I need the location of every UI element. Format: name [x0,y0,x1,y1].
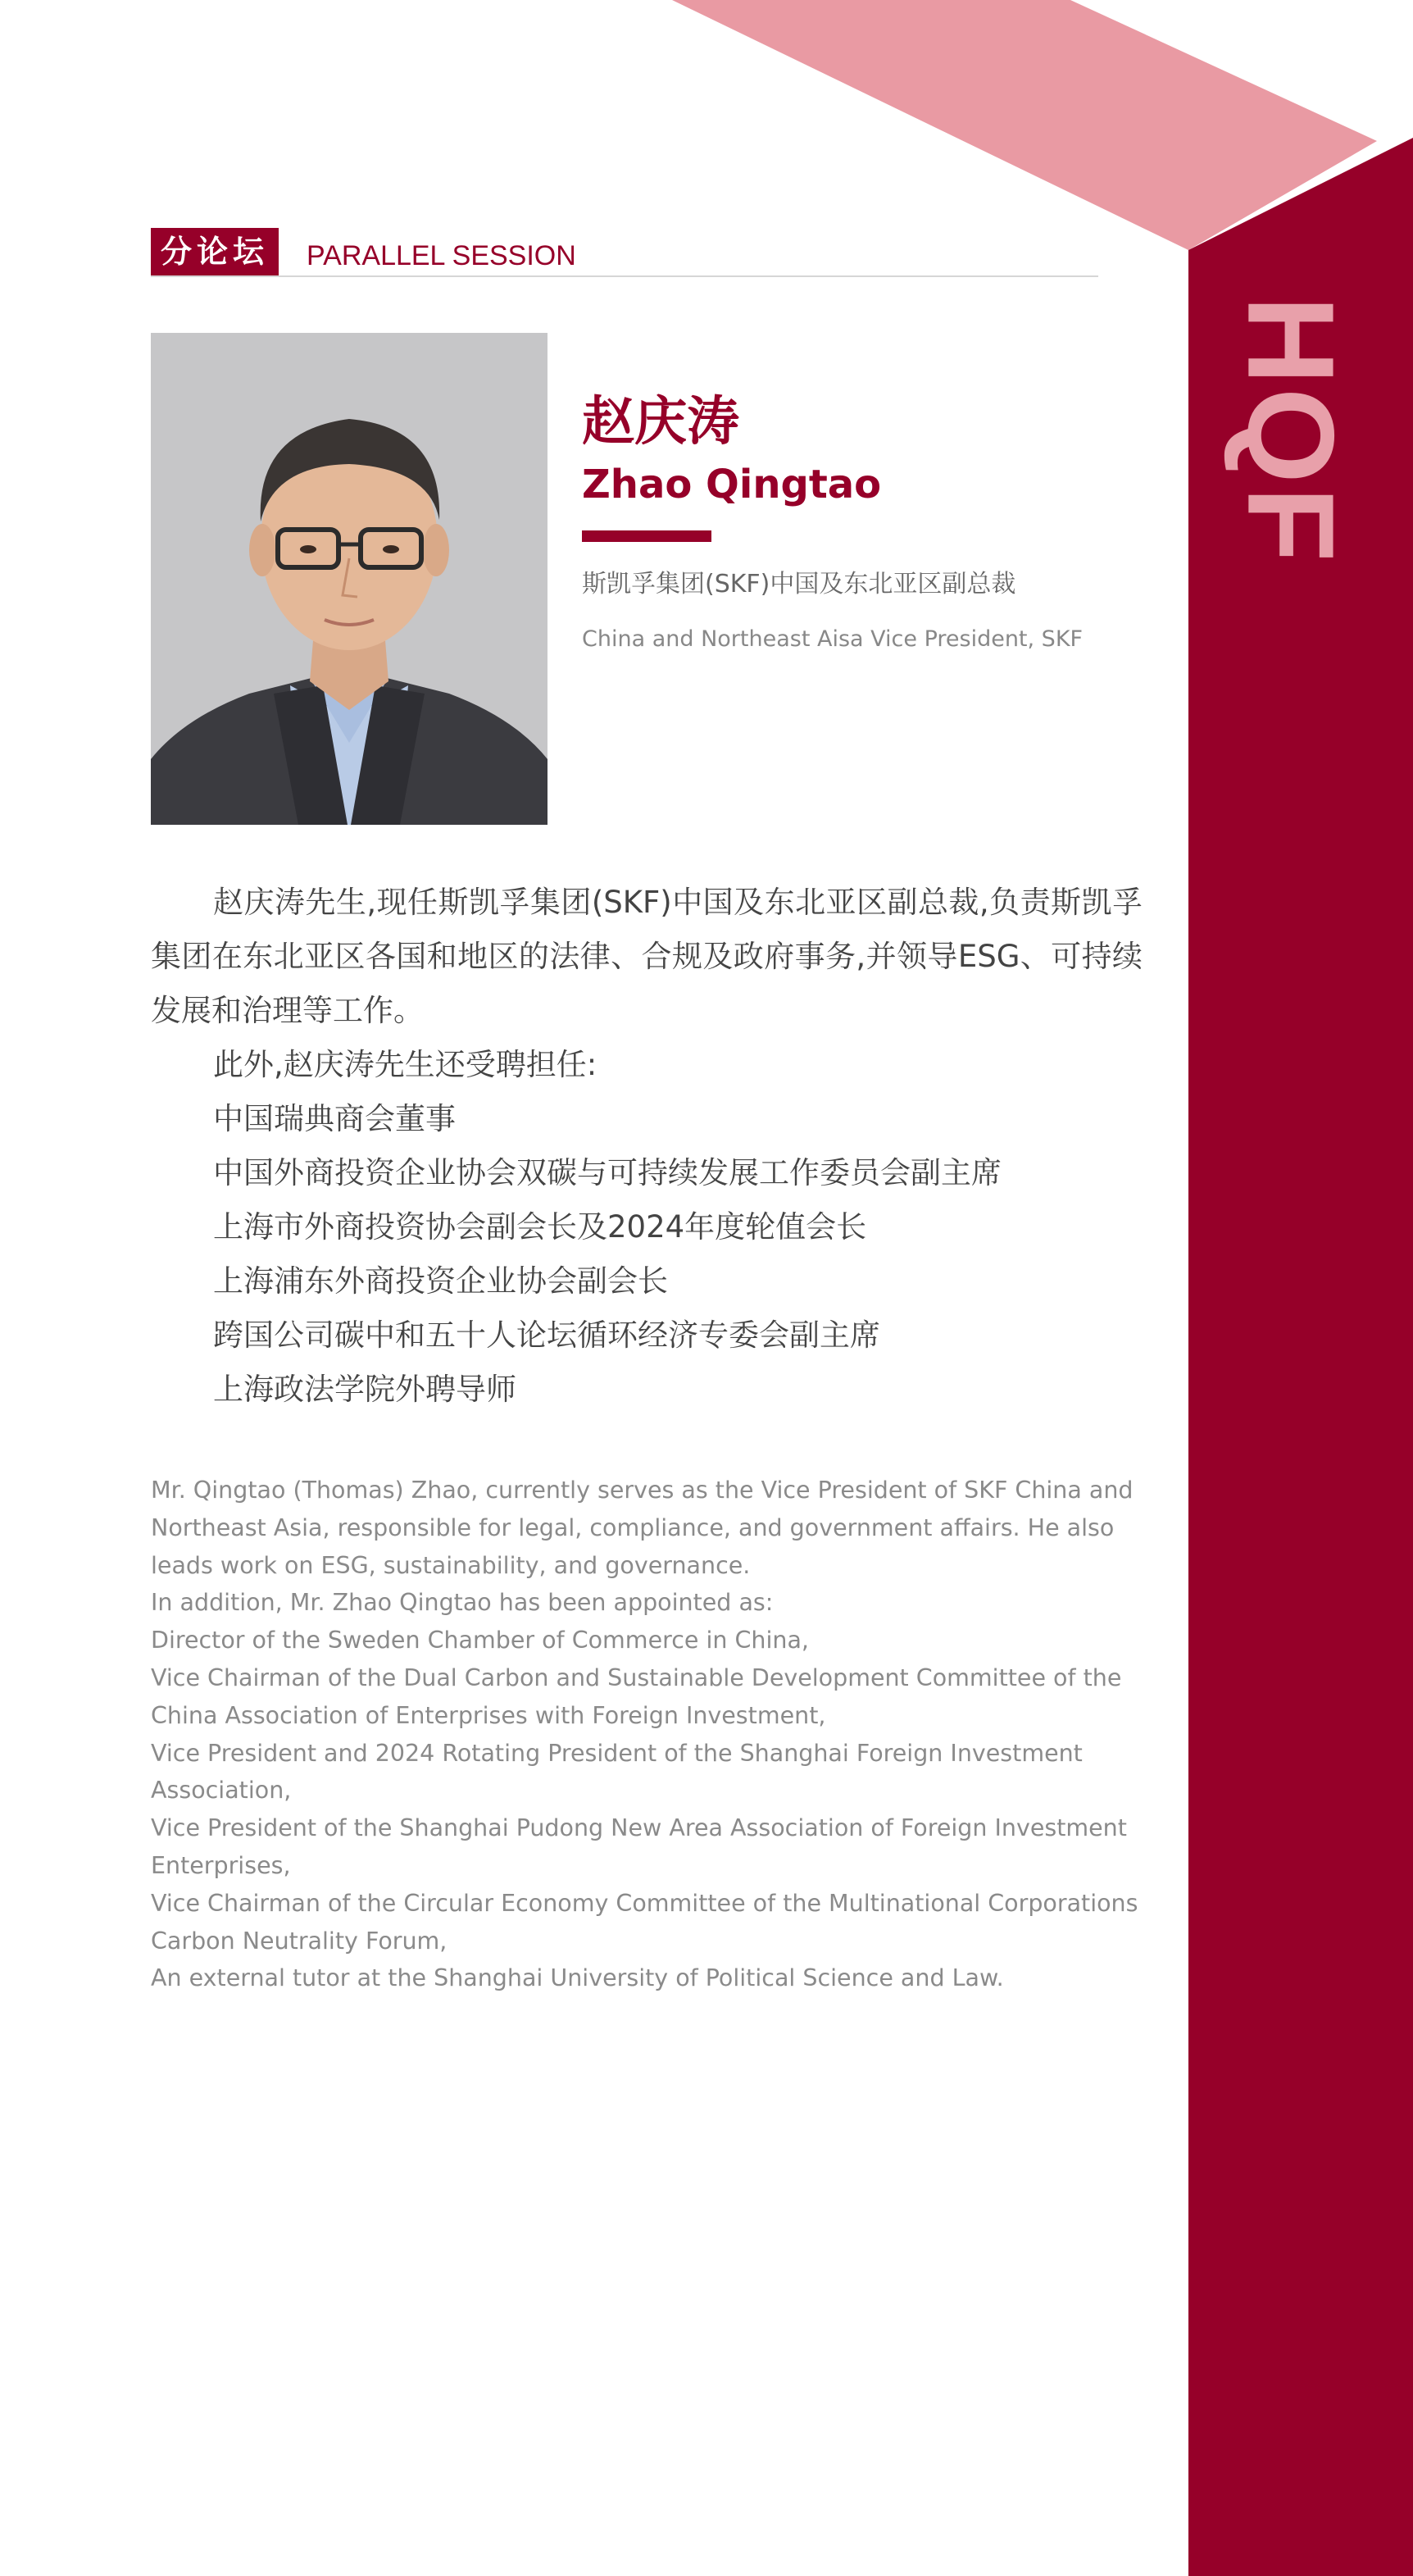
bio-en-intro: Mr. Qingtao (Thomas) Zhao, currently serves as the Vice President of SKF China and Northeast Asia, responsible for legal, compliance, and government affairs. He also leads work on ESG, sustainability, and governance. [151,1477,1134,1579]
bio-cn-appointment: 上海浦东外商投资企业协会副会长 [213,1263,668,1299]
bio-cn-appointment: 中国瑞典商会董事 [213,1101,456,1136]
bio-en-appointment: Director of the Sweden Chamber of Commerce in China, [151,1627,809,1654]
hqf-logo [1222,295,1361,566]
hqf-logo-text: HQF [1222,295,1361,566]
session-tag-en: PARALLEL SESSION [307,240,576,271]
speaker-name-en: Zhao Qingtao [582,462,882,507]
bio-en-appointment: Vice President and 2024 Rotating President of the Shanghai Foreign Investment Association, [151,1739,1083,1805]
bio-cn [151,876,1143,1417]
bio-cn-appointment: 上海市外商投资协会副会长及2024年度轮值会长 [213,1209,867,1245]
bio-en-appointment: Vice President of the Shanghai Pudong New Area Association of Foreign Investment Enterprises, [151,1814,1127,1879]
portrait-illustration [151,333,547,825]
bio-en [151,1472,1143,1997]
session-tag-cn: 分论坛 [151,228,279,275]
bio-en-appointment: An external tutor at the Shanghai University of Political Science and Law. [151,1964,1004,1992]
speaker-title-en: China and Northeast Aisa Vice President, SKF [582,626,1084,652]
bio-cn-appointment: 跨国公司碳中和五十人论坛循环经济专委会副主席 [213,1318,880,1353]
session-header [151,228,1098,277]
bio-cn-appointment: 中国外商投资企业协会双碳与可持续发展工作委员会副主席 [213,1155,1002,1190]
speaker-title-cn: 斯凯孚集团(SKF)中国及东北亚区副总裁 [582,570,1016,598]
session-divider [151,275,1098,277]
bio-en-appointment: Vice Chairman of the Dual Carbon and Sustainable Development Committee of the China Association of Enterprises with Foreign Investment, [151,1663,1122,1729]
bio-cn-appointment: 上海政法学院外聘导师 [213,1372,516,1407]
bio-cn-intro: 赵庆涛先生,现任斯凯孚集团(SKF)中国及东北亚区副总裁,负责斯凯孚集团在东北亚区各国和地区的法律、合规及政府事务,并领导ESG、可持续发展和治理等工作。 [151,885,1143,1028]
speaker-name-cn: 赵庆涛 [582,392,739,453]
bio-cn-appointments-lead: 此外,赵庆涛先生还受聘担任: [213,1047,597,1082]
name-underline [582,530,711,542]
speaker-portrait [151,333,547,825]
bio-en-appointments-lead: In addition, Mr. Zhao Qingtao has been appointed as: [151,1589,774,1617]
bio-en-appointment: Vice Chairman of the Circular Economy Committee of the Multinational Corporations Carbon Neutrality Forum, [151,1889,1138,1955]
